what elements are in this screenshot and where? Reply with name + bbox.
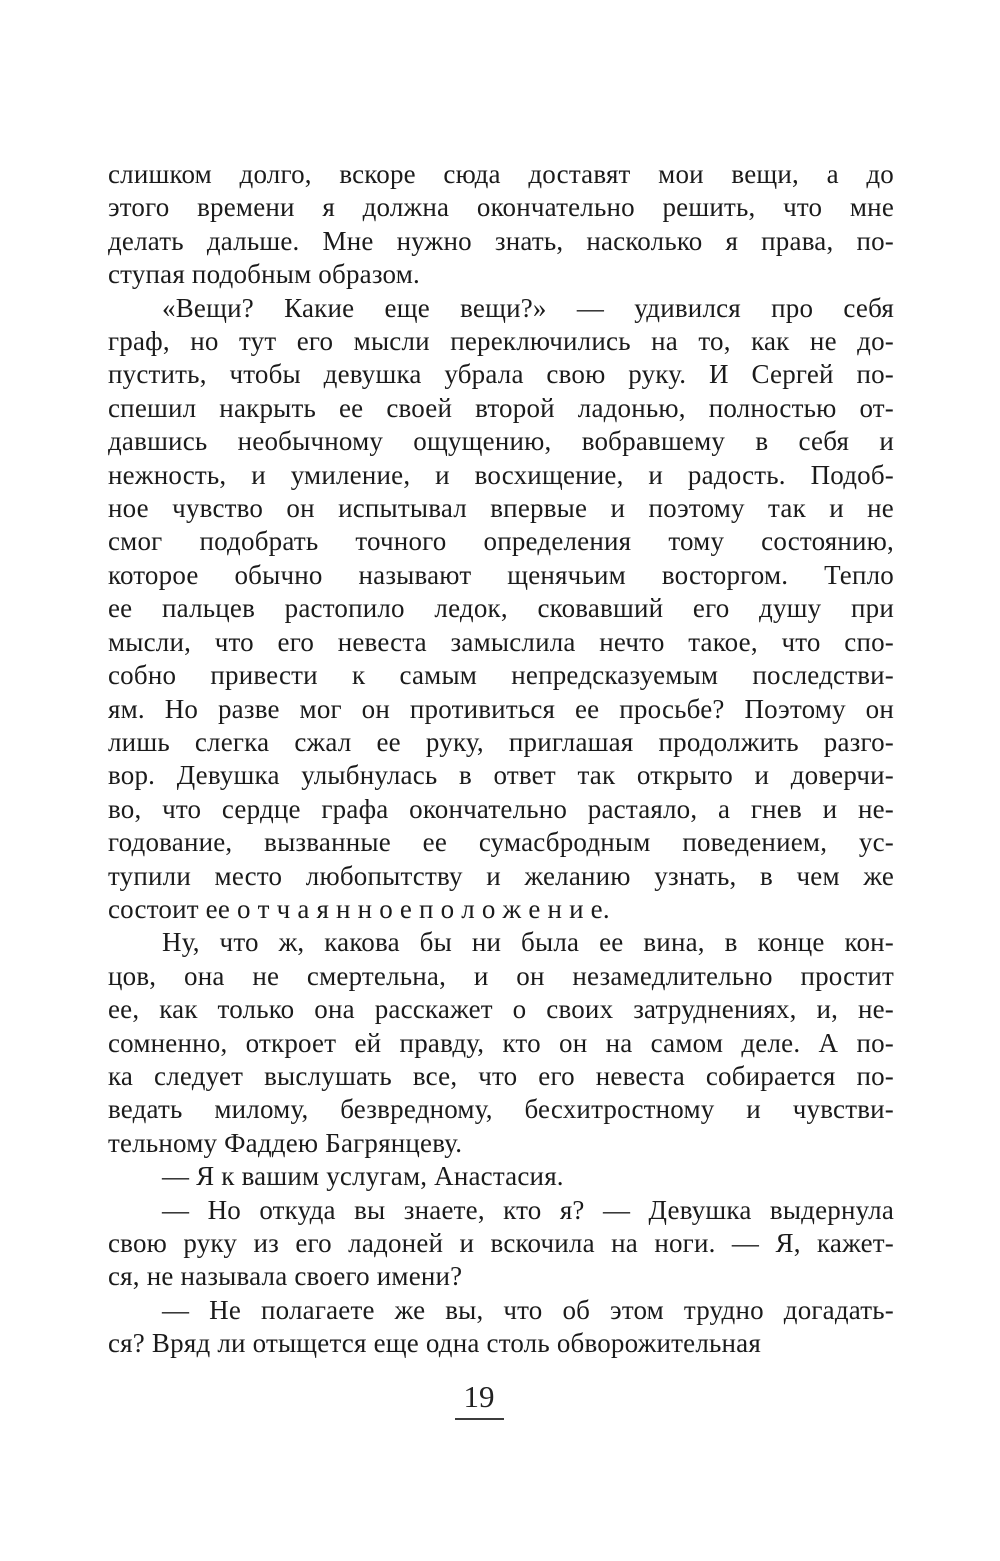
- text-line: лишь слегка сжал ее руку, приглашая продолжить разго-: [108, 726, 894, 757]
- text-line: — Не полагаете же вы, что об этом трудно догадать-: [162, 1294, 894, 1325]
- page-number: 19: [455, 1380, 504, 1420]
- paragraph: [108, 158, 894, 292]
- paragraph: [108, 292, 894, 927]
- text-line: цов, она не смертельна, и он незамедлительно простит: [108, 960, 894, 991]
- text-line: во, что сердце графа окончательно растаяло, а гнев и не-: [108, 793, 894, 824]
- text-line: смог подобрать точного определения тому состоянию,: [108, 526, 894, 557]
- text-line: давшись необычному ощущению, вобравшему в себя и: [108, 426, 894, 457]
- text-line: нежность, и умиление, и восхищение, и радость. Подоб-: [108, 459, 894, 490]
- text-line: собно привести к самым непредсказуемым последстви-: [108, 660, 894, 691]
- text-line: пустить, чтобы девушка убрала свою руку. И Сергей по-: [108, 359, 894, 390]
- text-line: вор. Девушка улыбнулась в ответ так открыто и доверчи-: [108, 760, 894, 791]
- text-line: свою руку из его ладоней и вскочила на ноги. — Я, кажет-: [108, 1228, 894, 1258]
- text-line: годование, вызванные ее сумасбродным поведением, ус-: [108, 827, 894, 858]
- text-line: ся, не называла своего имени?: [108, 1261, 463, 1292]
- text-line: делать дальше. Мне нужно знать, насколько я права, по-: [108, 225, 894, 256]
- text-line: тельному Фаддею Багрянцеву.: [108, 1127, 463, 1158]
- text-line: граф, но тут его мысли переключились на то, как не до-: [108, 326, 894, 357]
- text-line: ям. Но разве мог он противиться ее просьбе? Поэтому он: [108, 693, 894, 724]
- page-footer: [108, 1380, 894, 1420]
- text-line: ся? Вряд ли отыщется еще одна столь обворожительная: [108, 1328, 761, 1359]
- text-line: сомненно, откроет ей правду, кто он на самом деле. А по-: [108, 1027, 894, 1058]
- text-line: которое обычно называют щенячьим восторгом. Тепло: [108, 559, 894, 590]
- text-line: мысли, что его невеста замыслила нечто такое, что спо-: [108, 626, 894, 657]
- text-line: — Но откуда вы знаете, кто я? — Девушка выдернула: [162, 1194, 894, 1225]
- text-line: этого времени я должна окончательно решить, что мне: [108, 192, 894, 223]
- text-block: [108, 158, 894, 1361]
- text-line: «Вещи? Какие еще вещи?» — удивился про себя: [162, 292, 894, 323]
- text-line: ступая подобным образом.: [108, 259, 420, 290]
- text-line: — Я к вашим услугам, Анастасия.: [162, 1161, 564, 1192]
- text-line: ее, как только она расскажет о своих затруднениях, и, не-: [108, 994, 894, 1025]
- paragraph: [108, 1294, 894, 1361]
- paragraph: [108, 1160, 894, 1193]
- text-line: Ну, что ж, какова бы ни была ее вина, в конце кон-: [162, 927, 894, 958]
- paragraph: [108, 926, 894, 1160]
- text-line: ка следует выслушать все, что его невеста собирается по-: [108, 1060, 894, 1091]
- text-line: ведать милому, безвредному, бесхитростному и чувстви-: [108, 1094, 894, 1125]
- paragraph: [108, 1194, 894, 1294]
- text-line: спешил накрыть ее своей второй ладонью, полностью от-: [108, 392, 894, 423]
- text-line: тупили место любопытству и желанию узнать, в чем же: [108, 860, 894, 891]
- text-line: ее пальцев растопило ледок, сковавший его душу при: [108, 593, 894, 624]
- text-line: ное чувство он испытывал впервые и поэтому так и не: [108, 493, 894, 524]
- text-line: слишком долго, вскоре сюда доставят мои вещи, а до: [108, 159, 894, 189]
- text-line: состоит ее о т ч а я н н о е п о л о ж е н и е.: [108, 893, 610, 924]
